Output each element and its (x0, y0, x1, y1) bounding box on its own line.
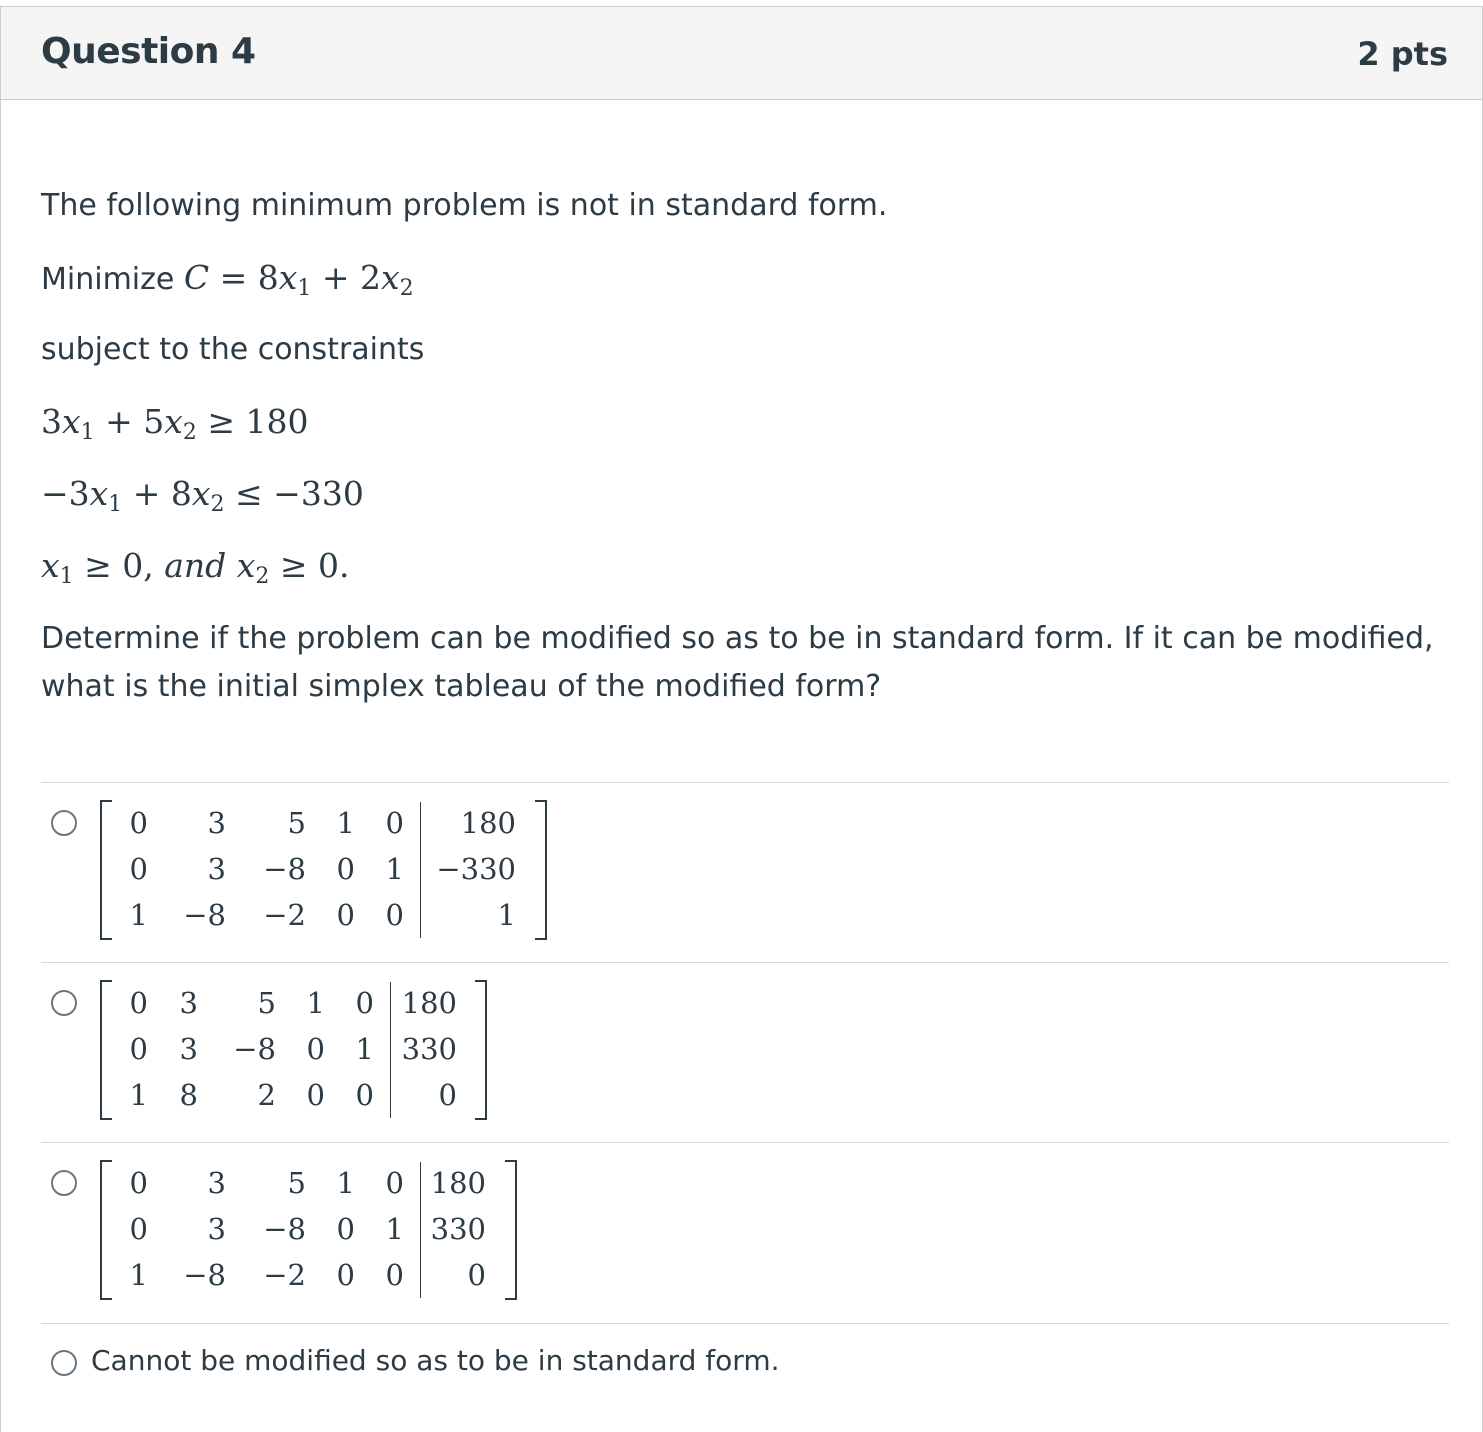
matrix-cell: −8 (263, 852, 306, 886)
matrix-cell: 0 (336, 852, 355, 886)
matrix-cell: −8 (183, 1258, 226, 1292)
matrix-cell: 0 (467, 1258, 486, 1292)
answer-matrix-b (100, 980, 488, 1120)
matrix-cell: 2 (257, 1078, 276, 1112)
objective-expression: $C = 8x_1 + 2x_2$ (183, 258, 414, 301)
constraint-1: $3x_1 + 5x_2 \ge 180$ (41, 402, 309, 445)
matrix-cell: 0 (385, 1166, 404, 1200)
matrix-cell: 1 (129, 1258, 148, 1292)
matrix-cell: 0 (129, 1166, 148, 1200)
constraint-3: $x_1 \ge 0$, and $x_2 \ge 0$. (41, 546, 350, 589)
matrix-cell: 1 (129, 898, 148, 932)
matrix-cell: −2 (263, 1258, 306, 1292)
matrix-cell: 0 (306, 1078, 325, 1112)
matrix-cell: 3 (207, 1166, 226, 1200)
matrix-cell: 0 (355, 1078, 374, 1112)
matrix-cell: 5 (257, 986, 276, 1020)
matrix-cell: 1 (385, 852, 404, 886)
intro-text: The following minimum problem is not in standard form. (41, 188, 888, 223)
question-header (1, 7, 1482, 100)
matrix-cell: 0 (129, 986, 148, 1020)
answer-radio-a[interactable] (51, 810, 77, 836)
matrix-cell: 5 (287, 1166, 306, 1200)
matrix-cell: −8 (183, 898, 226, 932)
matrix-cell: 0 (385, 1258, 404, 1292)
matrix-cell: 1 (129, 1078, 148, 1112)
question-title: Question 4 (41, 31, 256, 72)
matrix-cell: 330 (430, 1212, 486, 1246)
augment-bar (420, 802, 421, 938)
matrix-cell: 3 (179, 1032, 198, 1066)
matrix-cell: −8 (233, 1032, 276, 1066)
question-points: 2 pts (1357, 35, 1448, 73)
matrix-cell: 0 (129, 1212, 148, 1246)
matrix-cell: 0 (129, 852, 148, 886)
matrix-cell: 1 (497, 898, 516, 932)
bracket-right (535, 800, 547, 940)
augment-bar (390, 982, 391, 1118)
bracket-left (100, 1160, 112, 1300)
matrix-cell: −2 (263, 898, 306, 932)
matrix-cell: 180 (460, 806, 516, 840)
objective-line (41, 258, 414, 301)
matrix-cell: 3 (207, 1212, 226, 1246)
matrix-cell: 0 (306, 1032, 325, 1066)
answer-separator (41, 1142, 1449, 1143)
bracket-right (475, 980, 487, 1120)
answer-matrix-c (100, 1160, 518, 1300)
matrix-cell: 5 (287, 806, 306, 840)
answer-text-d[interactable]: Cannot be modified so as to be in standard form. (91, 1344, 780, 1377)
bracket-right (505, 1160, 517, 1300)
answer-radio-c[interactable] (51, 1170, 77, 1196)
answer-separator (41, 962, 1449, 963)
answer-separator (41, 1323, 1449, 1324)
matrix-cell: 0 (129, 806, 148, 840)
constraint-2: $-3x_1 + 8x_2 \le -330$ (41, 474, 364, 517)
matrix-cell: 0 (129, 1032, 148, 1066)
minimize-label: Minimize (41, 262, 175, 297)
answer-radio-b[interactable] (51, 990, 77, 1016)
bracket-left (100, 980, 112, 1120)
matrix-cell: 0 (336, 1212, 355, 1246)
matrix-cell: −330 (436, 852, 516, 886)
matrix-cell: 1 (306, 986, 325, 1020)
matrix-cell: 1 (385, 1212, 404, 1246)
answer-radio-d[interactable] (51, 1350, 77, 1376)
matrix-cell: 1 (355, 1032, 374, 1066)
matrix-cell: 3 (207, 852, 226, 886)
matrix-cell: 0 (385, 806, 404, 840)
matrix-cell: 180 (401, 986, 457, 1020)
matrix-cell: 8 (179, 1078, 198, 1112)
matrix-cell: 0 (336, 1258, 355, 1292)
matrix-cell: 180 (430, 1166, 486, 1200)
matrix-cell: 0 (385, 898, 404, 932)
matrix-cell: 1 (336, 806, 355, 840)
matrix-cell: 1 (336, 1166, 355, 1200)
answer-matrix-a (100, 800, 548, 940)
matrix-cell: 0 (438, 1078, 457, 1112)
prompt-text: Determine if the problem can be modified so as to be in standard form. If it can be modified, what is the initial simplex tableau of the modified form? (41, 621, 1434, 704)
matrix-cell: 0 (355, 986, 374, 1020)
matrix-cell: −8 (263, 1212, 306, 1246)
constraints-label: subject to the constraints (41, 332, 425, 367)
matrix-cell: 3 (179, 986, 198, 1020)
matrix-cell: 3 (207, 806, 226, 840)
bracket-left (100, 800, 112, 940)
augment-bar (420, 1162, 421, 1298)
matrix-cell: 330 (401, 1032, 457, 1066)
answer-separator (41, 782, 1449, 783)
matrix-cell: 0 (336, 898, 355, 932)
